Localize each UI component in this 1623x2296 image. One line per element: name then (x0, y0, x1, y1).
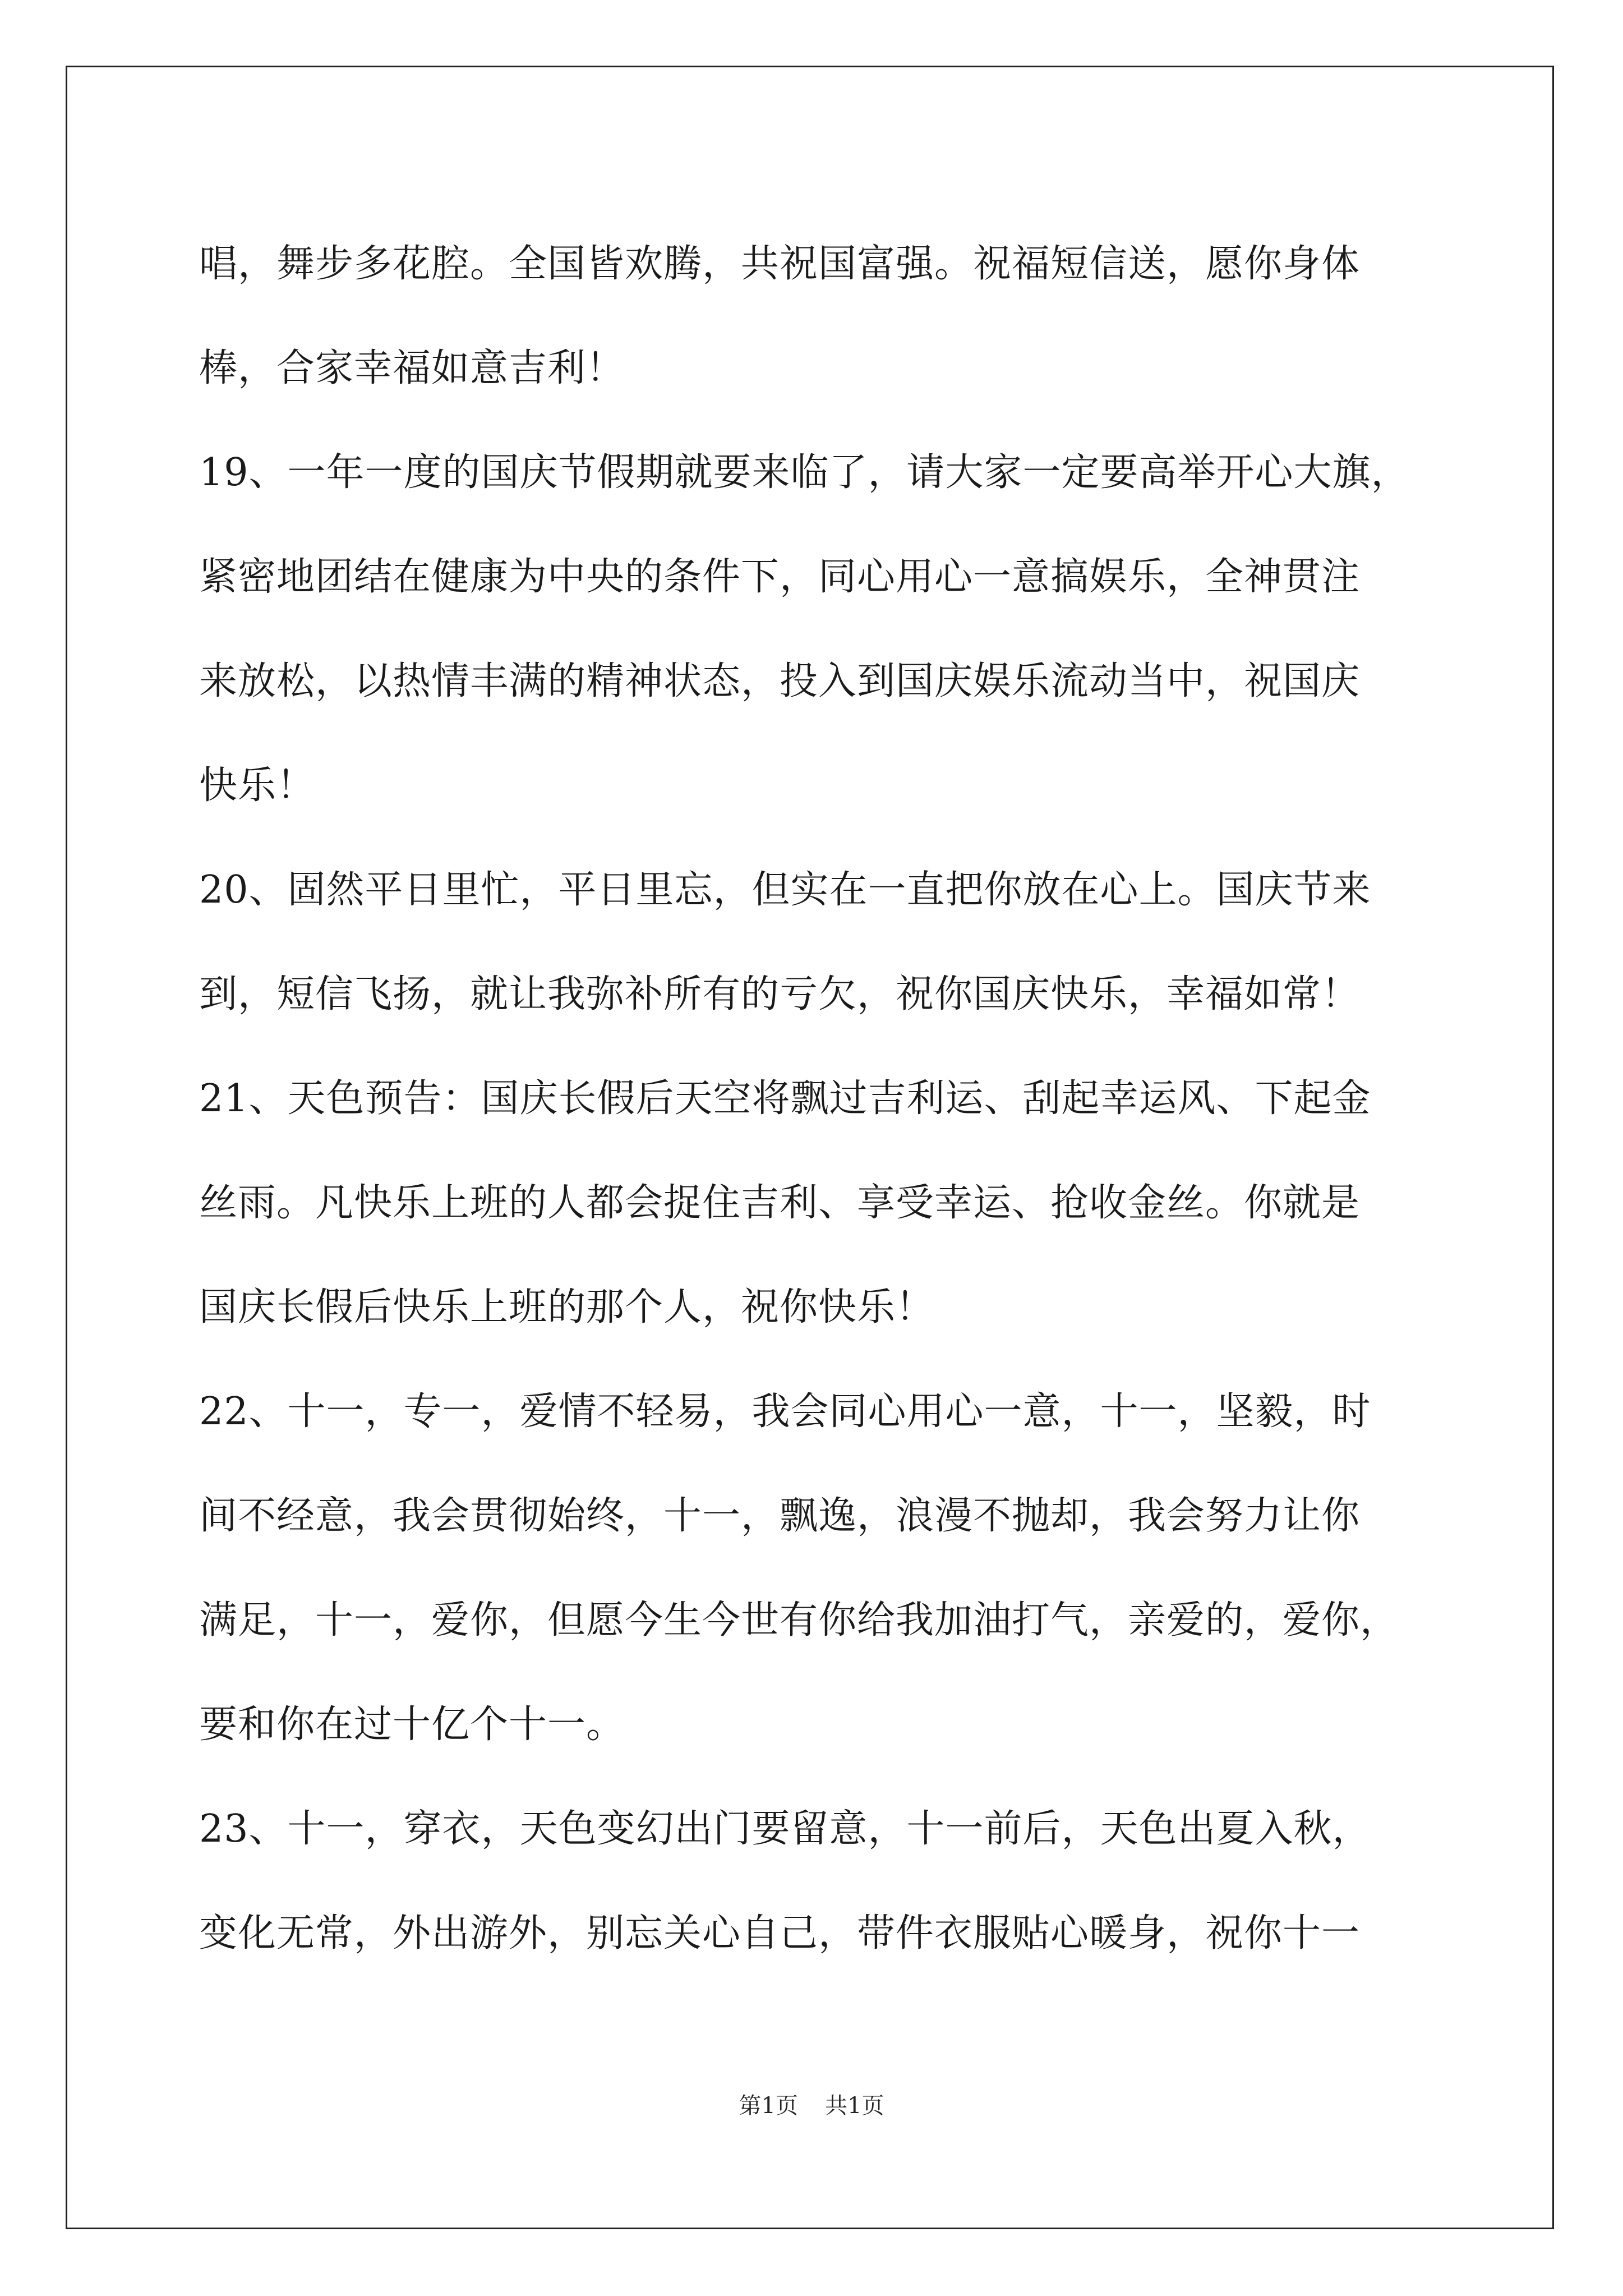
text-line: 23、十一，穿衣，天色变幻出门要留意，十一前后，天色出夏入秋， (199, 1807, 1371, 1851)
text-line: 间不经意，我会贯彻始终，十一，飘逸，浪漫不抛却，我会努力让你 (199, 1494, 1361, 1538)
text-line: 来放松，以热情丰满的精神状态，投入到国庆娱乐流动当中，祝国庆 (199, 659, 1361, 703)
text-line: 唱，舞步多花腔。全国皆欢腾，共祝国富强。祝福短信送，愿你身体 (199, 242, 1361, 286)
text-line: 丝雨。凡快乐上班的人都会捉住吉利、享受幸运、抢收金丝。你就是 (199, 1181, 1361, 1225)
text-line: 满足，十一，爱你，但愿今生今世有你给我加油打气，亲爱的，爱你， (199, 1598, 1399, 1642)
text-line: 快乐！ (199, 763, 316, 808)
page-number: 第1页 (739, 2093, 798, 2119)
text-line: 到，短信飞扬，就让我弥补所有的亏欠，祝你国庆快乐，幸福如常！ (199, 972, 1361, 1016)
text-line: 19、一年一度的国庆节假期就要来临了，请大家一定要高举开心大旗， (199, 450, 1410, 495)
text-line: 变化无常，外出游外，别忘关心自己，带件衣服贴心暖身，祝你十一 (199, 1911, 1361, 1955)
text-line: 21、天色预告：国庆长假后天空将飘过吉利运、刮起幸运风、下起金 (199, 1076, 1371, 1121)
text-line: 紧密地团结在健康为中央的条件下，同心用心一意搞娱乐，全神贯注 (199, 555, 1361, 599)
text-line: 国庆长假后快乐上班的那个人，祝你快乐！ (199, 1285, 935, 1329)
page-total: 共1页 (825, 2093, 884, 2119)
text-line: 22、十一，专一，爱情不轻易，我会同心用心一意，十一，坚毅，时 (199, 1389, 1371, 1434)
text-line: 要和你在过十亿个十一。 (199, 1703, 625, 1747)
page-footer (0, 2088, 1623, 2120)
document-body (199, 212, 1444, 1986)
text-line: 棒，合家幸福如意吉利！ (199, 346, 625, 390)
text-line: 20、固然平日里忙，平日里忘，但实在一直把你放在心上。国庆节来 (199, 868, 1371, 912)
